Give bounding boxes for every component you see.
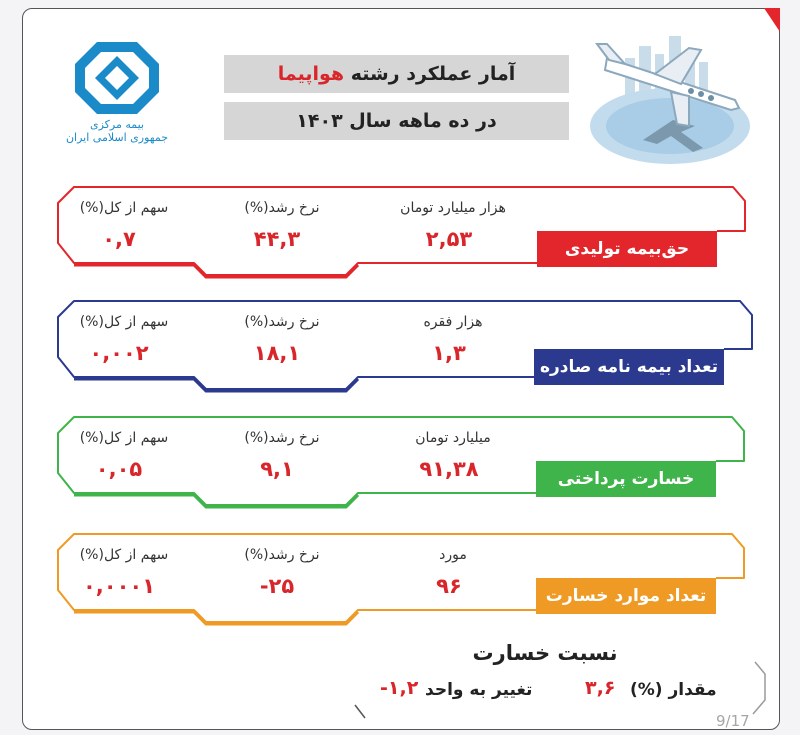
stat-row	[54, 413, 770, 509]
loss-ratio-amount-label: مقدار (%)	[630, 680, 717, 700]
share-value: ۰,۰۰۲	[89, 341, 149, 365]
central-insurance-logo	[62, 38, 172, 150]
title-prefix: آمار عملکرد رشته	[344, 63, 516, 85]
growth-label: نرخ رشد(%)	[244, 547, 320, 563]
page-subtitle: در ده ماهه سال ۱۴۰۳	[224, 102, 569, 140]
loss-ratio-change-label: تغییر به واحد	[425, 680, 533, 700]
page-title	[224, 55, 569, 93]
loss-ratio-amount-value: ۳,۶	[585, 677, 616, 699]
row-category-tag: خسارت پرداختی	[536, 461, 716, 497]
share-value: ۰,۰۰۰۱	[82, 574, 156, 598]
corner-fold	[764, 8, 780, 32]
growth-label: نرخ رشد(%)	[244, 430, 320, 446]
row-category-tag: حق‌بیمه تولیدی	[537, 231, 717, 267]
main-value: ۹۱,۳۸	[419, 457, 479, 481]
page-number: 9/17	[716, 712, 750, 730]
main-value: ۹۶	[436, 574, 462, 598]
value-unit-label: میلیارد تومان	[415, 430, 491, 446]
stat-row	[54, 530, 770, 626]
value-unit-label: هزار فقره	[423, 314, 483, 330]
loss-ratio-frame	[355, 660, 775, 730]
logo-text-line1: بیمه مرکزی	[89, 118, 144, 131]
share-label: سهم از کل(%)	[79, 547, 169, 563]
value-unit-label: مورد	[439, 547, 467, 563]
airplane-icon	[585, 28, 755, 168]
title-highlight: هواپیما	[277, 63, 345, 85]
main-value: ۲,۵۳	[425, 227, 473, 251]
share-label: سهم از کل(%)	[79, 430, 169, 446]
growth-label: نرخ رشد(%)	[244, 200, 320, 216]
growth-value: ۴۴,۳	[253, 227, 301, 251]
share-label: سهم از کل(%)	[79, 314, 169, 330]
logo-text-line2: جمهوری اسلامی ایران	[65, 131, 169, 144]
row-category-tag: تعداد موارد خسارت	[536, 578, 716, 614]
stat-row	[54, 297, 770, 393]
share-value: ۰,۷	[102, 227, 136, 251]
stat-row	[54, 183, 770, 279]
loss-ratio-title: نسبت خسارت	[472, 641, 618, 665]
growth-value: -۲۵	[259, 574, 295, 598]
growth-value: ۹,۱	[260, 457, 294, 481]
value-unit-label: هزار میلیارد تومان	[400, 200, 506, 216]
main-value: ۱,۳	[432, 341, 466, 365]
share-label: سهم از کل(%)	[79, 200, 169, 216]
row-category-tag: تعداد بیمه نامه صادره	[534, 349, 724, 385]
logo-emblem-icon	[71, 38, 163, 118]
growth-value: ۱۸,۱	[253, 341, 301, 365]
growth-label: نرخ رشد(%)	[244, 314, 320, 330]
loss-ratio-change-value: -۱,۲	[380, 677, 419, 699]
share-value: ۰,۰۵	[95, 457, 143, 481]
